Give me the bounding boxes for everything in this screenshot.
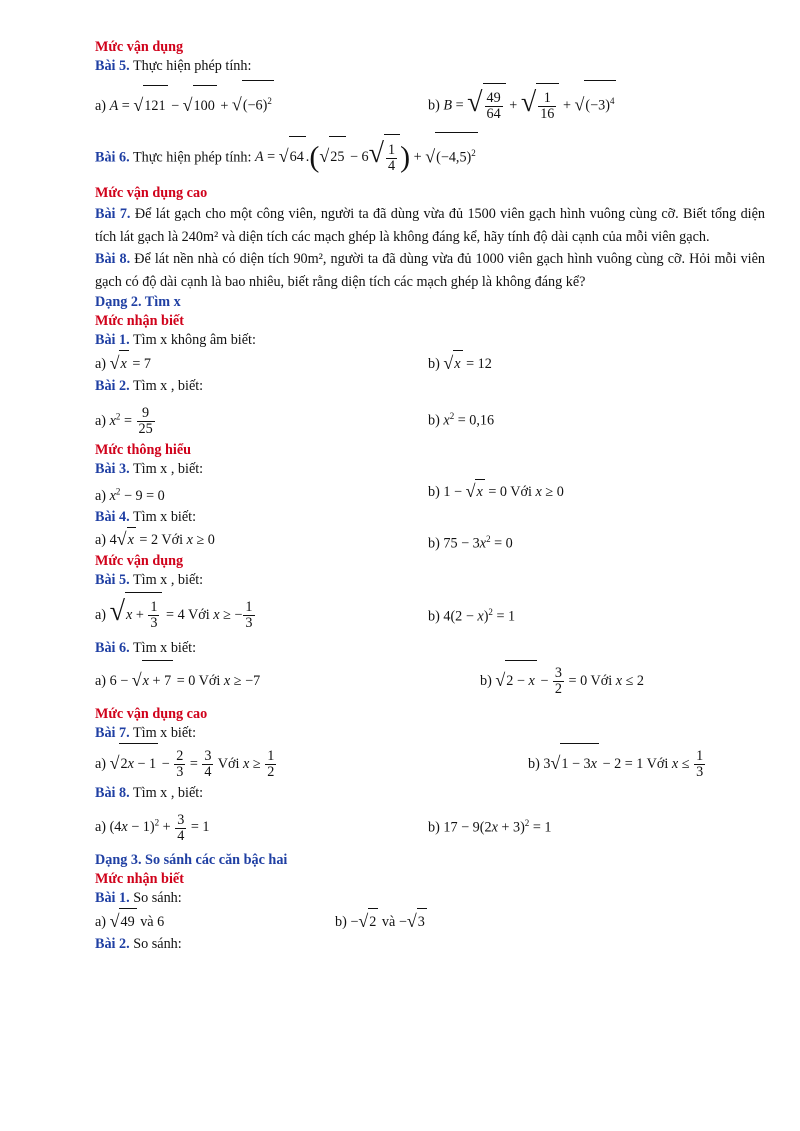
exercise-text: Để lát nền nhà có diện tích 90m², người ta đã dùng vừa đủ 1000 viên gạch hình vuông cùng cỡ. Hỏi mỗi viên gạch có độ dài cạnh là bao nhiêu, biết rằng diện tích các mạch ghép là không đáng kể? xyxy=(95,251,765,290)
exercise-label: Bài 3. xyxy=(95,460,130,477)
exercise-label: Bài 4. xyxy=(95,508,130,525)
exercise-prompt xyxy=(95,889,765,908)
exercise-prompt xyxy=(95,203,765,248)
exercise-prompt xyxy=(95,460,765,479)
exercise-label: Bài 7. xyxy=(95,206,131,223)
exercise-prompt xyxy=(95,57,765,76)
exercise-prompt xyxy=(95,935,765,954)
exercise-label: Bài 6. xyxy=(95,639,130,656)
formula-b: b) √2 − x − $\frac{3}{2}$ = 0 Với x ≤ 2 xyxy=(480,660,644,701)
formula-b: b) $75 - 3x^2 = 0$ xyxy=(428,533,513,552)
exercise-text: Tìm x , biết: xyxy=(132,571,204,588)
section-heading: Mức vận dụng xyxy=(95,552,184,569)
formula-a: a) 6 − √x + 7 = 0 Với x ≥ −7 xyxy=(95,673,260,689)
section-heading: Mức nhận biết xyxy=(95,871,184,888)
exercise-text: Tìm x , biết: xyxy=(132,378,204,395)
exercise-label: Bài 2. xyxy=(95,378,130,395)
exercise-text: Tìm x không âm biết: xyxy=(132,332,256,349)
exercise-text: Thực hiện phép tính: xyxy=(132,58,252,74)
exercise-prompt xyxy=(95,571,765,590)
condition-word: Với xyxy=(161,531,184,548)
exercise-prompt xyxy=(95,508,765,527)
exercise-text: So sánh: xyxy=(133,936,182,953)
formula-a: a) √x + $\frac{1}{3}$ = 4 Với x ≥ − $\frac{1}{3}$ xyxy=(95,607,256,623)
exercise-prompt xyxy=(95,331,765,350)
formula-b: b) √x = 12 xyxy=(428,350,492,377)
exercise-items xyxy=(95,803,765,848)
exercise-label: Bài 5. xyxy=(95,571,130,588)
compare-word: và xyxy=(140,914,154,931)
formula-b: b) −√2 và −√3 xyxy=(335,908,427,935)
exercise-label: Bài 1. xyxy=(95,332,130,349)
exercise-prompt xyxy=(95,724,765,743)
formula-b: b) 1 − √x = 0 Với x ≥ 0 xyxy=(428,479,564,504)
exercise-items xyxy=(95,743,765,784)
exercise-label: Bài 2. xyxy=(95,936,130,953)
exercise-label: Bài 8. xyxy=(95,251,131,268)
exercise-prompt xyxy=(95,132,765,178)
exercise-text: So sánh: xyxy=(133,890,182,907)
worksheet-page xyxy=(95,38,765,954)
exercise-items xyxy=(95,527,765,552)
formula-a: a) $(4x - 1)^2$ + $\frac{3}{4}$ = 1 xyxy=(95,811,210,844)
formula-a: a) $x^2 - 9 = 0$ xyxy=(95,485,165,504)
exercise-items xyxy=(95,396,765,441)
section-heading: Mức vận dụng cao xyxy=(95,185,208,202)
exercise-text: Để lát gạch cho một công viên, người ta đã dùng vừa đủ 1500 viên gạch hình vuông cùng cỡ. Biết tổng diện tích lát gạch là 240m² và diện tích các mạch ghép là không đáng kể, hãy tính độ dài cạnh của mỗi viên gạch. xyxy=(95,206,766,245)
exercise-prompt xyxy=(95,248,765,293)
formula-a: a) $A = √121 - √100 + √(-6)^2$ xyxy=(95,98,274,114)
exercise-items xyxy=(95,80,765,126)
exercise-items xyxy=(95,350,765,377)
exercise-items xyxy=(95,592,765,635)
section-heading: Mức nhận biết xyxy=(95,313,184,330)
exercise-label: Bài 8. xyxy=(95,784,130,801)
exercise-text: Tìm x , biết: xyxy=(132,460,204,477)
exercise-label: Bài 7. xyxy=(95,724,130,741)
condition-word: Với xyxy=(646,755,669,772)
exercise-items xyxy=(95,908,765,935)
topic-heading: Dạng 2. Tìm x xyxy=(95,294,181,311)
exercise-prompt xyxy=(95,784,765,803)
formula-b: b) 3√1 − 3x − 2 = 1 Với x ≤ $\frac{1}{3}$ xyxy=(528,743,706,784)
exercise-label: Bài 5. xyxy=(95,58,130,74)
exercise-text: Tìm x biết: xyxy=(132,508,197,525)
exercise-text: Tìm x , biết: xyxy=(132,784,204,801)
formula-a: a) √x = 7 xyxy=(95,356,151,372)
condition-word: Với xyxy=(590,672,613,689)
condition-word: Với xyxy=(217,755,240,772)
formula-b: b) B = √ $\frac{49}{64}$ + √ $\frac{1}{16}$ + $√(-3)^4$ xyxy=(428,80,616,126)
exercise-items xyxy=(95,479,765,508)
formula-a: a) √49 và 6 xyxy=(95,914,164,930)
condition-word: Với xyxy=(187,606,210,623)
formula-b: b) $4(2 - x)^2 = 1$ xyxy=(428,606,516,625)
exercise-items xyxy=(95,660,765,701)
condition-word: Với xyxy=(198,672,221,689)
exercise-label: Bài 1. xyxy=(95,890,130,907)
section-heading: Mức vận dụng cao xyxy=(95,705,208,722)
formula-a: a) √2x − 1 − $\frac{2}{3}$ = $\frac{3}{4}$ Với x ≥ $\frac{1}{2}$ xyxy=(95,756,277,772)
section-heading: Mức vận dụng xyxy=(95,39,184,55)
exercise-prompt xyxy=(95,639,765,658)
formula-b: b) $17 - 9(2x + 3)^2 = 1$ xyxy=(428,817,552,836)
formula: A = √64 .(√25 − 6√ $\frac{1}{4}$ ) + $√(-4,5)^2$ xyxy=(255,149,478,165)
condition-word: Với xyxy=(510,483,532,500)
formula-b: b) $x^2 = 0,16$ xyxy=(428,411,495,429)
compare-word: và xyxy=(381,914,396,931)
formula-a: a) $x^2$ = $\frac{9}{25}$ xyxy=(95,405,153,438)
section-heading: Mức thông hiểu xyxy=(95,441,192,458)
exercise-text: Tìm x biết: xyxy=(132,639,197,656)
exercise-prompt xyxy=(95,377,765,396)
formula-a: a) 4√x = 2 Với x ≥ 0 xyxy=(95,532,215,548)
exercise-text: Tìm x biết: xyxy=(132,724,197,741)
exercise-label: Bài 6. xyxy=(95,149,130,166)
topic-heading: Dạng 3. So sánh các căn bậc hai xyxy=(95,852,288,869)
exercise-text: Thực hiện phép tính: xyxy=(132,149,252,166)
